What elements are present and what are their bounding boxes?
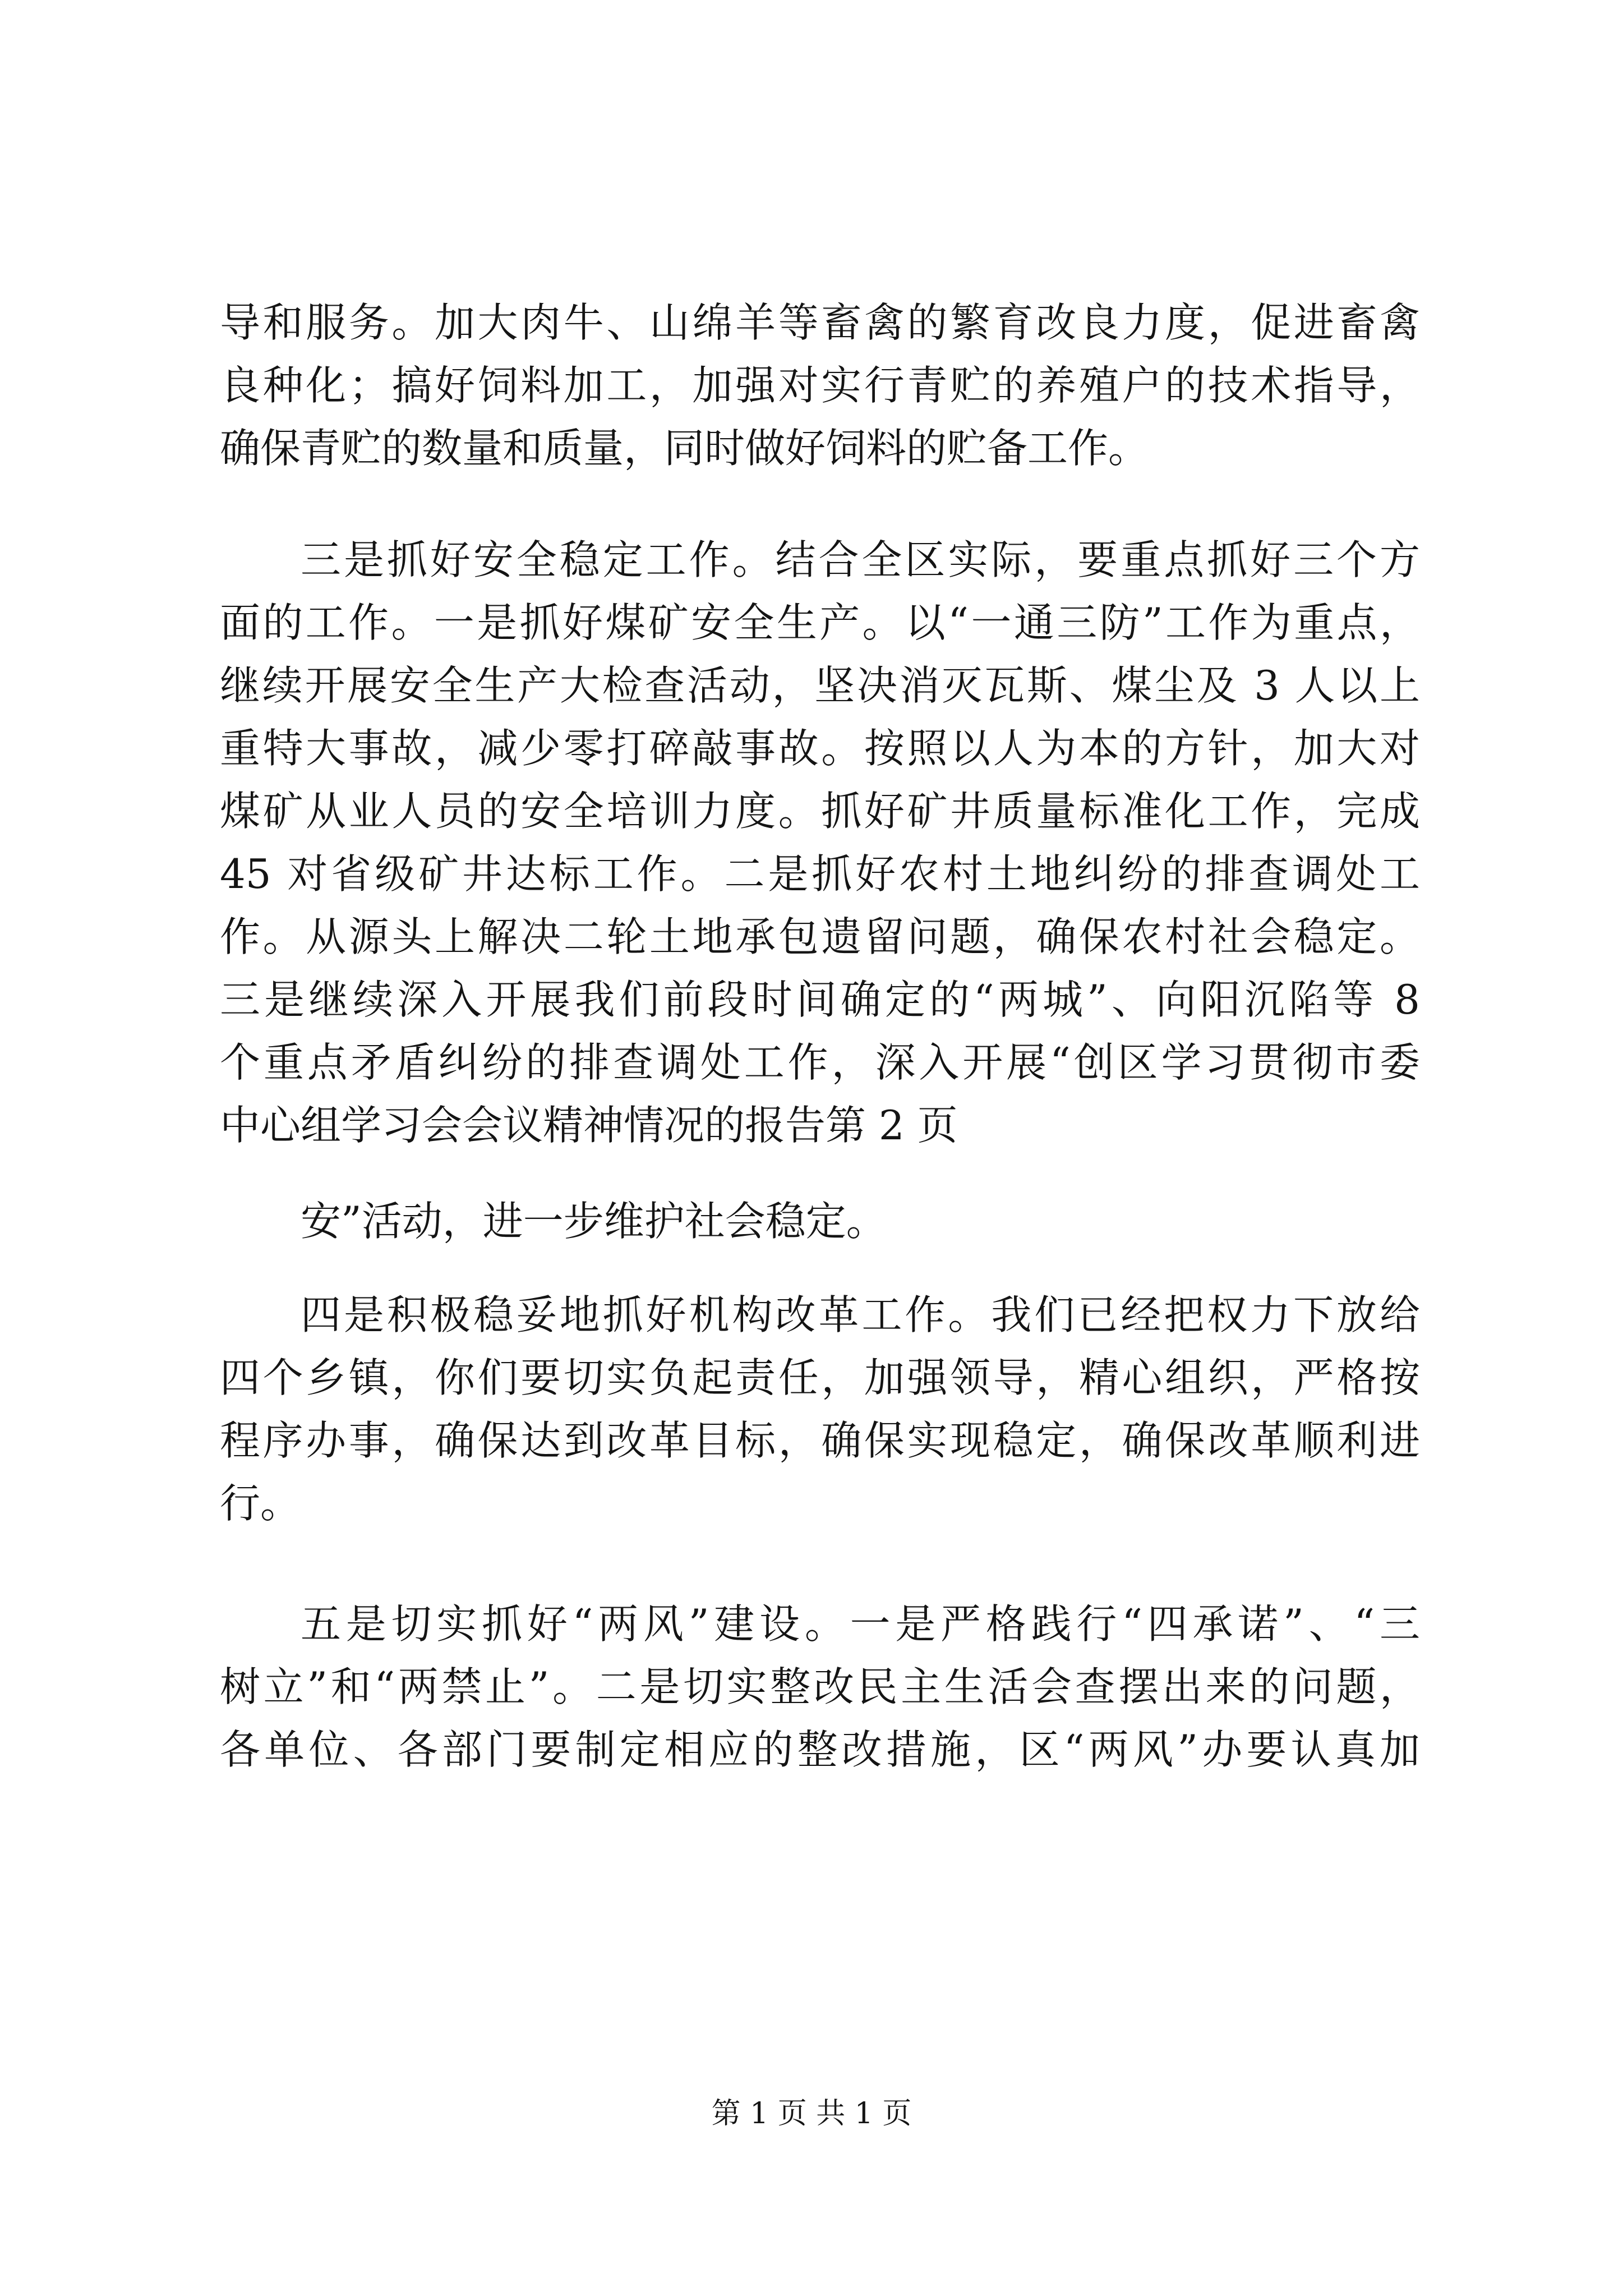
body-line-6: 继续开展安全生产大检查活动，坚决消灭瓦斯、煤尘及 3 人以上 xyxy=(220,662,1420,709)
body-line-7: 重特大事故，减少零打碎敲事故。按照以人为本的方针，加大对 xyxy=(220,725,1420,772)
body-line-15: 四是积极稳妥地抓好机构改革工作。我们已经把权力下放给 xyxy=(301,1291,1420,1338)
body-line-19: 五是切实抓好“两风”建设。一是严格践行“四承诺”、“三 xyxy=(301,1600,1420,1648)
body-line-17: 程序办事，确保达到改革目标，确保实现稳定，确保改革顺利进 xyxy=(220,1417,1420,1464)
body-line-12: 个重点矛盾纠纷的排查调处工作，深入开展“创区学习贯彻市委 xyxy=(220,1039,1420,1086)
page-footer: 第 1 页 共 1 页 xyxy=(711,2097,912,2131)
body-line-20: 树立”和“两禁止”。二是切实整改民主生活会查摆出来的问题， xyxy=(220,1663,1420,1710)
body-line-21: 各单位、各部门要制定相应的整改措施，区“两风”办要认真加 xyxy=(220,1726,1420,1773)
body-line-10: 作。从源头上解决二轮土地承包遗留问题，确保农村社会稳定。 xyxy=(220,913,1420,960)
body-line-9: 45 对省级矿井达标工作。二是抓好农村土地纠纷的排查调处工 xyxy=(220,850,1420,898)
body-line-5: 面的工作。一是抓好煤矿安全生产。以“一通三防”工作为重点， xyxy=(220,599,1420,646)
body-line-13: 中心组学习会会议精神情况的报告第 2 页 xyxy=(220,1102,958,1149)
body-line-18: 行。 xyxy=(220,1480,301,1527)
body-line-14: 安”活动，进一步维护社会稳定。 xyxy=(301,1198,887,1245)
body-line-11: 三是继续深入开展我们前段时间确定的“两城”、向阳沉陷等 8 xyxy=(220,976,1420,1023)
body-line-16: 四个乡镇，你们要切实负起责任，加强领导，精心组织，严格按 xyxy=(220,1354,1420,1401)
body-line-8: 煤矿从业人员的安全培训力度。抓好矿井质量标准化工作，完成 xyxy=(220,788,1420,835)
body-line-1: 导和服务。加大肉牛、山绵羊等畜禽的繁育改良力度，促进畜禽 xyxy=(220,299,1420,346)
body-line-4: 三是抓好安全稳定工作。结合全区实际，要重点抓好三个方 xyxy=(301,536,1420,583)
body-line-3: 确保青贮的数量和质量，同时做好饲料的贮备工作。 xyxy=(220,425,1149,472)
body-line-2: 良种化；搞好饲料加工，加强对实行青贮的养殖户的技术指导， xyxy=(220,362,1420,409)
